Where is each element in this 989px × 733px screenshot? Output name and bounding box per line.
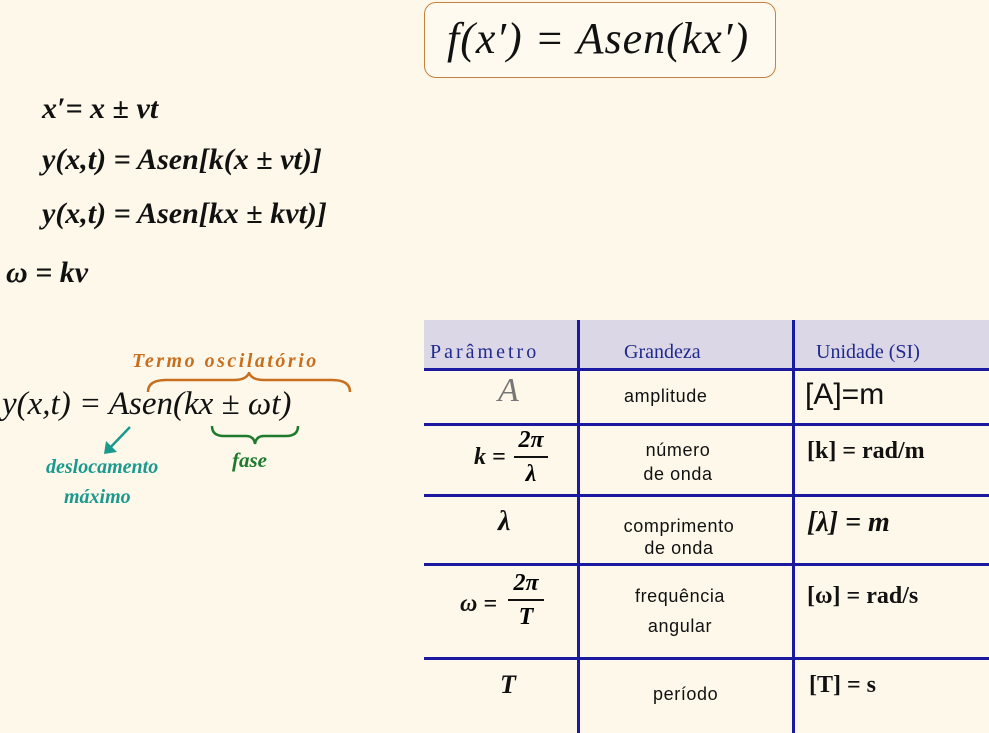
table-row-divider (424, 368, 989, 371)
table-column-divider (577, 320, 580, 733)
param-k-lhs: k = (474, 444, 506, 470)
grandeza-amplitude: amplitude (624, 386, 708, 406)
table-row-divider (424, 423, 989, 426)
grandeza-angular: angular (647, 616, 713, 636)
unidade-amplitude: [A]=m (805, 378, 885, 411)
grandeza-frequencia: frequência (634, 586, 726, 606)
table-row-divider (424, 657, 989, 660)
grandeza-de-onda: de onda (643, 464, 713, 484)
table-row-divider (424, 563, 989, 566)
param-lambda-symbol: λ (498, 506, 511, 537)
unidade-numero-de-onda: [k] = rad/m (807, 438, 925, 464)
main-wave-equation: y(x,t) = Asen(kx ± ωt) (2, 386, 292, 422)
param-omega-fraction (508, 569, 544, 631)
equation-omega: ω = kv (6, 256, 89, 289)
equation-x-prime: x′= x ± vt (42, 92, 159, 125)
parameter-table (424, 320, 989, 733)
table-column-divider (792, 320, 795, 733)
grandeza-de-onda: de onda (644, 538, 714, 558)
unidade-periodo: [T] = s (809, 672, 877, 698)
table-row-divider (424, 494, 989, 497)
fraction-numerator: 2π (513, 570, 539, 596)
top-formula: f(x′) = Asen(kx′) (447, 14, 750, 63)
unidade-comprimento: [λ] = m (807, 507, 890, 538)
unidade-frequencia-angular: [ω] = rad/s (807, 583, 919, 609)
param-k-fraction (514, 426, 548, 488)
brace-fase (210, 424, 300, 446)
header-unidade: Unidade (SI) (816, 341, 920, 363)
equation-y-kvt: y(x,t) = Asen[kx ± kvt)] (42, 197, 327, 230)
param-amplitude-symbol: A (498, 372, 519, 409)
annotation-fase: fase (232, 448, 267, 472)
grandeza-numero: número (645, 440, 711, 460)
annotation-termo-oscilatorio: Termo oscilatório (132, 350, 319, 372)
equation-y-k: y(x,t) = Asen[k(x ± vt)] (42, 143, 322, 176)
annotation-maximo: máximo (64, 486, 131, 508)
grandeza-comprimento: comprimento (623, 516, 735, 536)
param-period-symbol: T (500, 670, 516, 699)
fraction-denominator: T (518, 603, 534, 630)
header-parametro: Parâmetro (430, 341, 540, 363)
annotation-deslocamento: deslocamento (46, 456, 159, 478)
fraction-numerator: 2π (518, 427, 544, 453)
header-grandeza: Grandeza (624, 341, 701, 363)
fraction-denominator: λ (525, 460, 537, 487)
param-omega-lhs: ω = (460, 591, 498, 617)
arrow-deslocamento (100, 424, 134, 458)
top-formula-box (424, 2, 776, 78)
grandeza-periodo: período (653, 684, 719, 704)
